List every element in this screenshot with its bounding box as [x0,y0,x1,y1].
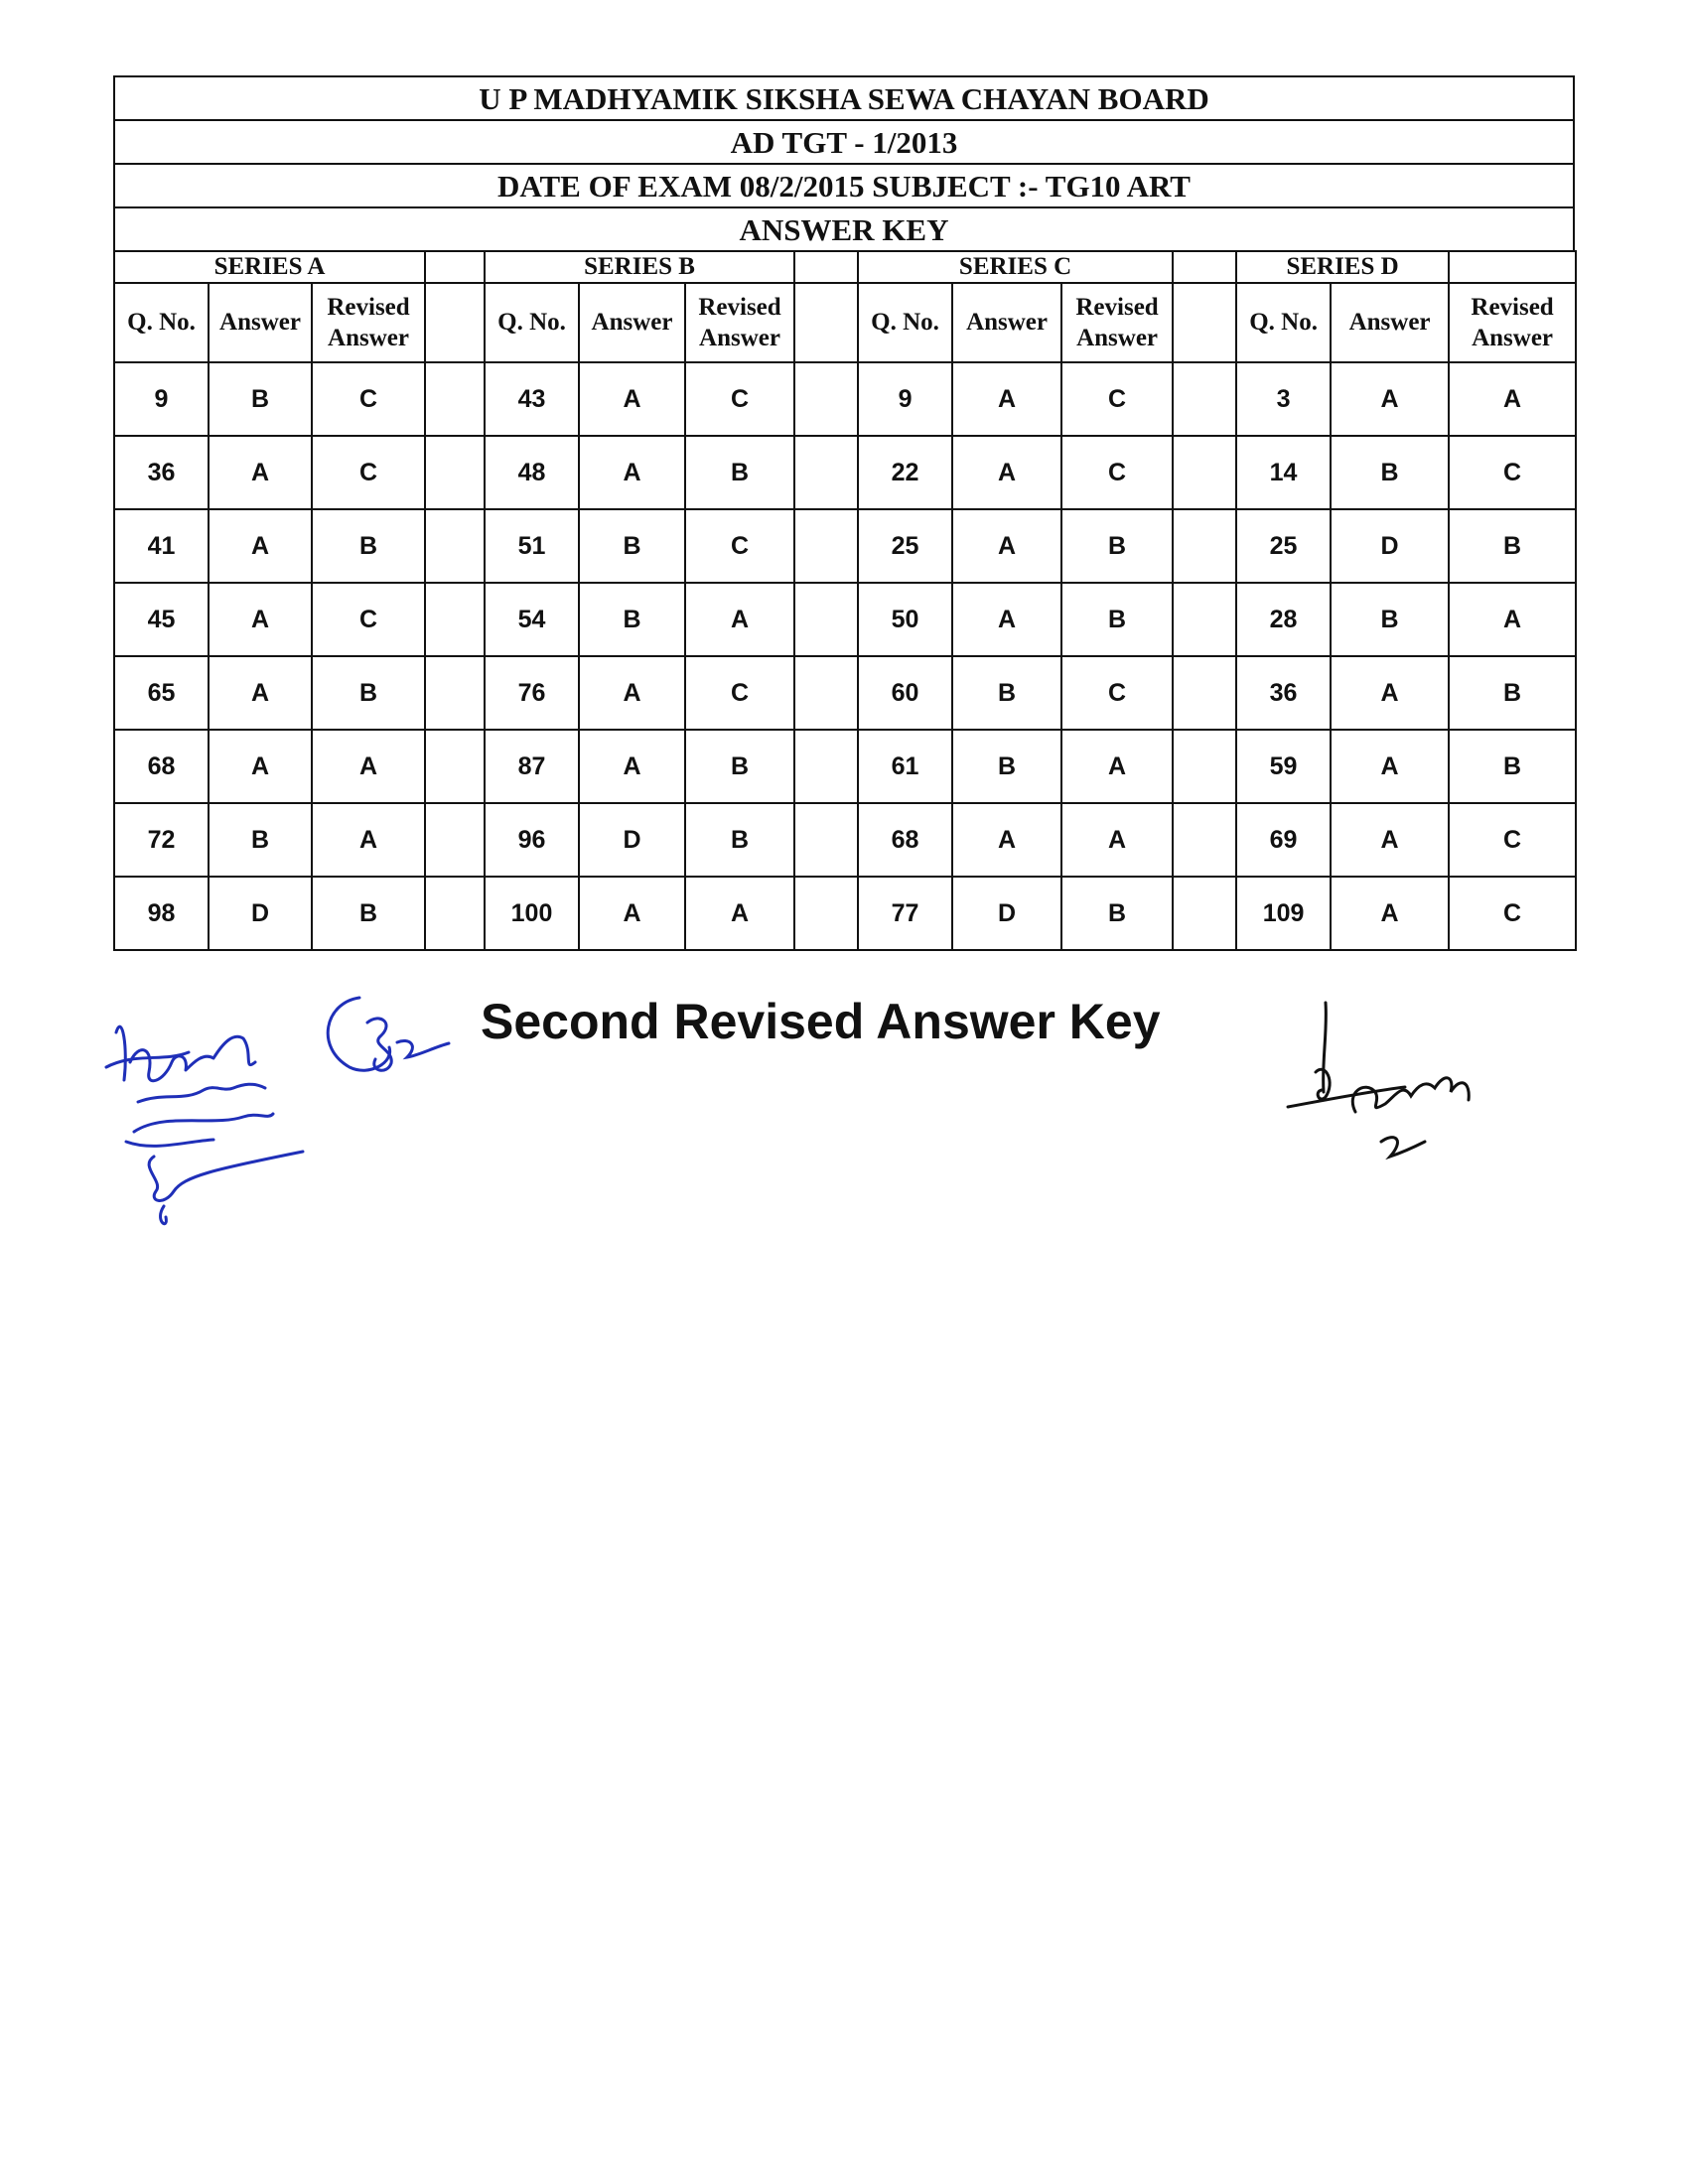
series-d-revised-cell: A [1449,362,1576,436]
series-b-qno-cell: 96 [485,803,579,877]
revised-label: Revised [698,293,781,321]
series-c-revised-cell: B [1061,509,1173,583]
series-a-revised-cell: B [312,509,425,583]
series-b-answer-cell: A [579,436,685,509]
table-row [114,362,1576,436]
series-c-answer-cell: A [952,362,1061,436]
spacer-cell [425,656,485,730]
series-d-qno-cell: 25 [1236,509,1331,583]
series-c-revised-cell: C [1061,436,1173,509]
series-b-qno-cell: 87 [485,730,579,803]
spacer-cell [425,583,485,656]
spacer-cell [794,251,858,283]
answer-header-a: Answer [209,283,312,362]
spacer-cell [425,730,485,803]
spacer-cell [1173,509,1236,583]
series-c-answer-cell: B [952,656,1061,730]
answer-label: Answer [328,325,409,351]
table-row [114,803,1576,877]
spacer-cell [1173,656,1236,730]
series-b-revised-cell: B [685,730,794,803]
series-b-qno-cell: 54 [485,583,579,656]
spacer-cell [425,283,485,362]
series-b-answer-cell: A [579,362,685,436]
series-b-answer-cell: A [579,877,685,950]
series-a-revised-cell: C [312,436,425,509]
series-b-revised-cell: C [685,509,794,583]
spacer-cell [425,362,485,436]
series-b-revised-cell: A [685,583,794,656]
spacer-cell [1173,803,1236,877]
series-d-qno-cell: 69 [1236,803,1331,877]
spacer-cell [425,436,485,509]
series-a-qno-cell: 72 [114,803,209,877]
revised-answer-header-b [685,283,794,362]
revised-answer-header-a [312,283,425,362]
qno-header-d: Q. No. [1236,283,1331,362]
series-a-qno-cell: 65 [114,656,209,730]
series-a-revised-cell: A [312,730,425,803]
series-a-answer-cell: A [209,436,312,509]
series-b-revised-cell: B [685,803,794,877]
series-a-revised-cell: B [312,877,425,950]
table-row [114,730,1576,803]
revised-label: Revised [1471,293,1554,321]
spacer-cell [794,436,858,509]
spacer-cell [794,283,858,362]
series-a-qno-cell: 45 [114,583,209,656]
series-c-qno-cell: 61 [858,730,952,803]
series-a-answer-cell: B [209,362,312,436]
table-row [114,436,1576,509]
series-a-answer-cell: B [209,803,312,877]
series-c-answer-cell: A [952,583,1061,656]
document-type: ANSWER KEY [113,206,1575,250]
series-d-answer-cell: A [1331,656,1449,730]
revised-answer-header-d [1449,283,1576,362]
series-d-qno-cell: 28 [1236,583,1331,656]
series-d-revised-cell: C [1449,436,1576,509]
series-c-answer-cell: B [952,730,1061,803]
series-b-revised-cell: C [685,362,794,436]
series-b-answer-cell: D [579,803,685,877]
series-b-qno-cell: 43 [485,362,579,436]
series-a-qno-cell: 36 [114,436,209,509]
series-a-qno-cell: 41 [114,509,209,583]
series-a-revised-cell: B [312,656,425,730]
series-d-answer-cell: B [1331,583,1449,656]
spacer-cell [794,656,858,730]
series-b-revised-cell: A [685,877,794,950]
series-b-revised-cell: B [685,436,794,509]
series-a-answer-cell: A [209,509,312,583]
series-c-revised-cell: B [1061,583,1173,656]
spacer-cell [794,803,858,877]
spacer-cell [794,583,858,656]
answer-label: Answer [699,325,780,351]
signature-initials [310,988,459,1087]
qno-header-c: Q. No. [858,283,952,362]
exam-date-subject: DATE OF EXAM 08/2/2015 SUBJECT :- TG10 ART [113,163,1575,206]
series-a-qno-cell: 68 [114,730,209,803]
spacer-cell [1173,583,1236,656]
series-b-answer-cell: B [579,583,685,656]
answer-key-sheet [113,75,1575,951]
spacer-cell [425,803,485,877]
series-b-qno-cell: 51 [485,509,579,583]
spacer-cell [1173,436,1236,509]
column-header-row [114,283,1576,362]
series-a-heading: SERIES A [114,251,425,283]
answer-label: Answer [1076,325,1159,351]
series-b-qno-cell: 76 [485,656,579,730]
table-row [114,583,1576,656]
series-d-answer-cell: A [1331,362,1449,436]
spacer-cell [794,362,858,436]
series-d-answer-cell: B [1331,436,1449,509]
answer-header-b: Answer [579,283,685,362]
answer-header-d: Answer [1331,283,1449,362]
series-b-heading: SERIES B [485,251,794,283]
series-b-answer-cell: A [579,656,685,730]
signature-right [1286,993,1504,1171]
signature-left [94,993,333,1241]
series-d-qno-cell: 109 [1236,877,1331,950]
spacer-cell [1449,251,1576,283]
spacer-cell [1173,730,1236,803]
series-c-answer-cell: A [952,803,1061,877]
series-d-revised-cell: B [1449,730,1576,803]
series-c-qno-cell: 25 [858,509,952,583]
spacer-cell [794,509,858,583]
spacer-cell [425,509,485,583]
series-c-qno-cell: 77 [858,877,952,950]
revised-answer-header-c [1061,283,1173,362]
series-a-answer-cell: A [209,730,312,803]
series-c-qno-cell: 68 [858,803,952,877]
series-d-heading: SERIES D [1236,251,1449,283]
series-d-revised-cell: C [1449,877,1576,950]
board-name: U P MADHYAMIK SIKSHA SEWA CHAYAN BOARD [113,75,1575,119]
series-c-heading: SERIES C [858,251,1173,283]
series-c-revised-cell: B [1061,877,1173,950]
revised-label: Revised [327,293,410,321]
series-c-revised-cell: A [1061,803,1173,877]
spacer-cell [794,877,858,950]
series-d-qno-cell: 59 [1236,730,1331,803]
series-d-revised-cell: B [1449,509,1576,583]
series-c-qno-cell: 50 [858,583,952,656]
answer-header-c: Answer [952,283,1061,362]
table-row [114,509,1576,583]
series-a-qno-cell: 98 [114,877,209,950]
series-c-answer-cell: A [952,436,1061,509]
series-d-revised-cell: B [1449,656,1576,730]
second-revised-title: Second Revised Answer Key [481,994,1161,1049]
answer-key-table [113,250,1577,951]
table-row [114,656,1576,730]
series-a-answer-cell: A [209,656,312,730]
series-c-answer-cell: A [952,509,1061,583]
advertisement-number: AD TGT - 1/2013 [113,119,1575,163]
spacer-cell [425,251,485,283]
spacer-cell [794,730,858,803]
series-d-qno-cell: 3 [1236,362,1331,436]
answer-label: Answer [1472,325,1554,351]
answer-rows [114,362,1576,950]
series-b-qno-cell: 48 [485,436,579,509]
series-c-revised-cell: A [1061,730,1173,803]
revised-label: Revised [1075,293,1159,321]
series-c-answer-cell: D [952,877,1061,950]
series-d-revised-cell: A [1449,583,1576,656]
series-a-answer-cell: A [209,583,312,656]
spacer-cell [1173,251,1236,283]
spacer-cell [1173,877,1236,950]
series-d-answer-cell: A [1331,730,1449,803]
series-d-revised-cell: C [1449,803,1576,877]
series-b-answer-cell: A [579,730,685,803]
series-d-answer-cell: D [1331,509,1449,583]
series-a-qno-cell: 9 [114,362,209,436]
series-c-qno-cell: 60 [858,656,952,730]
series-b-qno-cell: 100 [485,877,579,950]
series-b-answer-cell: B [579,509,685,583]
series-header-row [114,251,1576,283]
series-c-qno-cell: 22 [858,436,952,509]
spacer-cell [425,877,485,950]
series-d-answer-cell: A [1331,803,1449,877]
series-a-answer-cell: D [209,877,312,950]
series-d-qno-cell: 36 [1236,656,1331,730]
spacer-cell [1173,362,1236,436]
spacer-cell [1173,283,1236,362]
series-d-qno-cell: 14 [1236,436,1331,509]
qno-header-a: Q. No. [114,283,209,362]
table-row [114,877,1576,950]
series-b-revised-cell: C [685,656,794,730]
series-c-qno-cell: 9 [858,362,952,436]
series-a-revised-cell: C [312,362,425,436]
series-a-revised-cell: A [312,803,425,877]
series-d-answer-cell: A [1331,877,1449,950]
series-c-revised-cell: C [1061,656,1173,730]
series-c-revised-cell: C [1061,362,1173,436]
qno-header-b: Q. No. [485,283,579,362]
series-a-revised-cell: C [312,583,425,656]
